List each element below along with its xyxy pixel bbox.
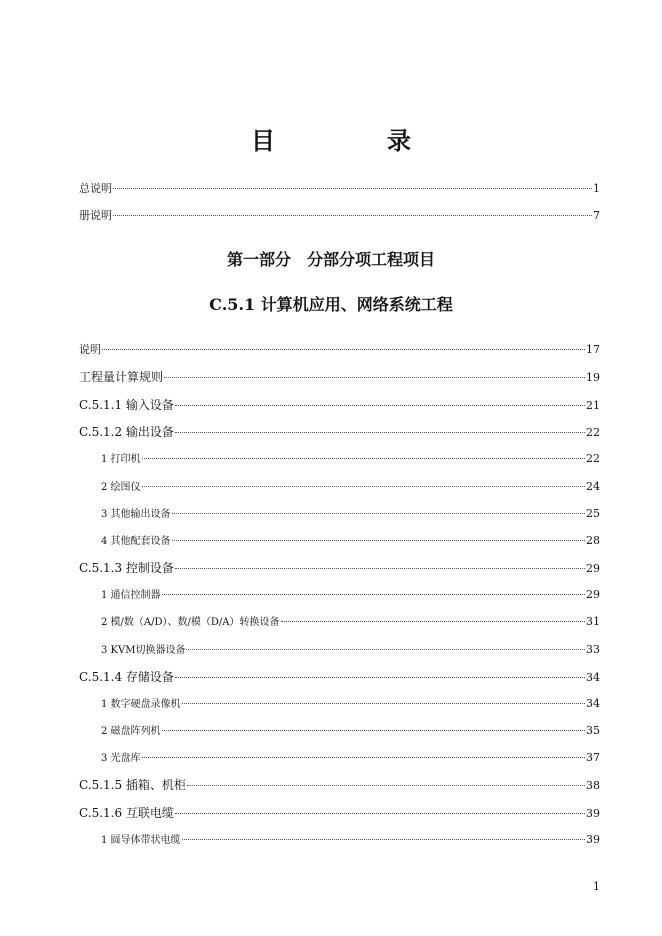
toc-entry-page: 19 bbox=[586, 371, 600, 384]
toc-entry-page: 34 bbox=[586, 671, 600, 684]
dot-leader bbox=[187, 785, 585, 786]
toc-entry-page: 7 bbox=[593, 209, 600, 222]
toc-entry-page: 31 bbox=[586, 615, 600, 628]
toc-entry[interactable] bbox=[79, 776, 600, 795]
toc-entry-page: 29 bbox=[586, 588, 600, 601]
toc-entry-page: 29 bbox=[586, 562, 600, 575]
toc-entry-label: 4 其他配套设备 bbox=[101, 536, 171, 547]
dot-leader bbox=[102, 349, 585, 350]
dot-leader bbox=[162, 730, 585, 731]
dot-leader bbox=[162, 594, 585, 595]
toc-subentry[interactable] bbox=[101, 613, 600, 632]
toc-entry-page: 28 bbox=[586, 534, 600, 547]
part-heading: 第一部分 分部分项工程项目 bbox=[226, 250, 435, 269]
toc-entry-page: 34 bbox=[586, 697, 600, 710]
toc-entry-page: 1 bbox=[593, 182, 600, 195]
toc-entry-label: C.5.1.6 互联电缆 bbox=[79, 806, 174, 820]
toc-entry-label: 2 模/数（A/D）、数/模（D/A）转换设备 bbox=[101, 617, 280, 628]
toc-entry-label: 1 圆导体带状电缆 bbox=[101, 835, 181, 846]
toc-entry-label: 1 通信控制器 bbox=[101, 590, 161, 601]
toc-entry-label: 3 光盘库 bbox=[101, 753, 141, 764]
section-heading: C.5.1 计算机应用、网络系统工程 bbox=[209, 295, 453, 314]
toc-subentry[interactable] bbox=[101, 532, 600, 551]
toc-entry-label: 说明 bbox=[79, 343, 101, 356]
toc-entry-page: 33 bbox=[586, 643, 600, 656]
toc-subentry[interactable] bbox=[101, 478, 600, 497]
page-title: 目 录 bbox=[251, 126, 455, 155]
toc-entry[interactable] bbox=[79, 396, 600, 415]
toc-entry-page: 24 bbox=[586, 480, 600, 493]
toc-entry-label: 3 其他输出设备 bbox=[101, 509, 171, 520]
toc-entry-page: 21 bbox=[586, 399, 600, 412]
dot-leader bbox=[142, 458, 585, 459]
toc-entry[interactable] bbox=[79, 368, 600, 387]
dot-leader bbox=[172, 540, 585, 541]
toc-subentry[interactable] bbox=[101, 450, 600, 469]
toc-entry-label: 3 KVM切换器设备 bbox=[101, 645, 186, 656]
dot-leader bbox=[142, 757, 585, 758]
toc-entry-general-notes[interactable] bbox=[79, 180, 600, 198]
toc-entry[interactable] bbox=[79, 668, 600, 687]
toc-entry-label: C.5.1.3 控制设备 bbox=[79, 561, 174, 575]
toc-entry-page: 38 bbox=[586, 779, 600, 792]
toc-subentry[interactable] bbox=[101, 695, 600, 714]
toc-entry-page: 22 bbox=[586, 426, 600, 439]
toc-entry-label: 工程量计算规则 bbox=[79, 370, 164, 384]
dot-leader bbox=[281, 621, 586, 622]
dot-leader bbox=[175, 677, 585, 678]
toc-entry-label: 总说明 bbox=[79, 182, 112, 195]
dot-leader bbox=[113, 188, 592, 189]
toc-entry-label: 1 打印机 bbox=[101, 454, 141, 465]
toc-entry-label: C.5.1.5 插箱、机柜 bbox=[79, 778, 186, 792]
toc-entry-page: 22 bbox=[586, 452, 600, 465]
dot-leader bbox=[175, 405, 585, 406]
toc-entry-label: C.5.1.2 输出设备 bbox=[79, 425, 174, 439]
dot-leader bbox=[182, 839, 585, 840]
toc-entry[interactable] bbox=[79, 804, 600, 823]
toc-entry-label: C.5.1.4 存储设备 bbox=[79, 670, 174, 684]
toc-entry-volume-notes[interactable] bbox=[79, 207, 600, 225]
toc-subentry[interactable] bbox=[101, 641, 600, 660]
page-number: 1 bbox=[593, 880, 600, 893]
dot-leader bbox=[175, 432, 585, 433]
dot-leader bbox=[175, 813, 585, 814]
dot-leader bbox=[142, 486, 585, 487]
dot-leader bbox=[172, 513, 585, 514]
toc-entry-label: 册说明 bbox=[79, 209, 112, 222]
toc-entry[interactable] bbox=[79, 341, 600, 359]
toc-entry-label: 1 数字硬盘录像机 bbox=[101, 699, 181, 710]
toc-entry-label: 2 磁盘阵列机 bbox=[101, 726, 161, 737]
dot-leader bbox=[182, 703, 585, 704]
toc-entry-page: 35 bbox=[586, 724, 600, 737]
toc-subentry[interactable] bbox=[101, 749, 600, 768]
toc-entry-page: 25 bbox=[586, 507, 600, 520]
toc-entry[interactable] bbox=[79, 423, 600, 442]
dot-leader bbox=[164, 377, 585, 378]
dot-leader bbox=[113, 215, 592, 216]
toc-subentry[interactable] bbox=[101, 722, 600, 741]
dot-leader bbox=[175, 568, 585, 569]
toc-subentry[interactable] bbox=[101, 505, 600, 524]
toc-subentry[interactable] bbox=[101, 831, 600, 850]
toc-entry-label: C.5.1.1 输入设备 bbox=[79, 398, 174, 412]
toc-entry-label: 2 绘图仪 bbox=[101, 482, 141, 493]
toc-entry-page: 37 bbox=[586, 751, 600, 764]
toc-entry[interactable] bbox=[79, 559, 600, 578]
dot-leader bbox=[186, 649, 585, 650]
toc-entry-page: 39 bbox=[586, 807, 600, 820]
toc-entry-page: 39 bbox=[586, 833, 600, 846]
toc-subentry[interactable] bbox=[101, 586, 600, 605]
toc-entry-page: 17 bbox=[586, 343, 600, 356]
